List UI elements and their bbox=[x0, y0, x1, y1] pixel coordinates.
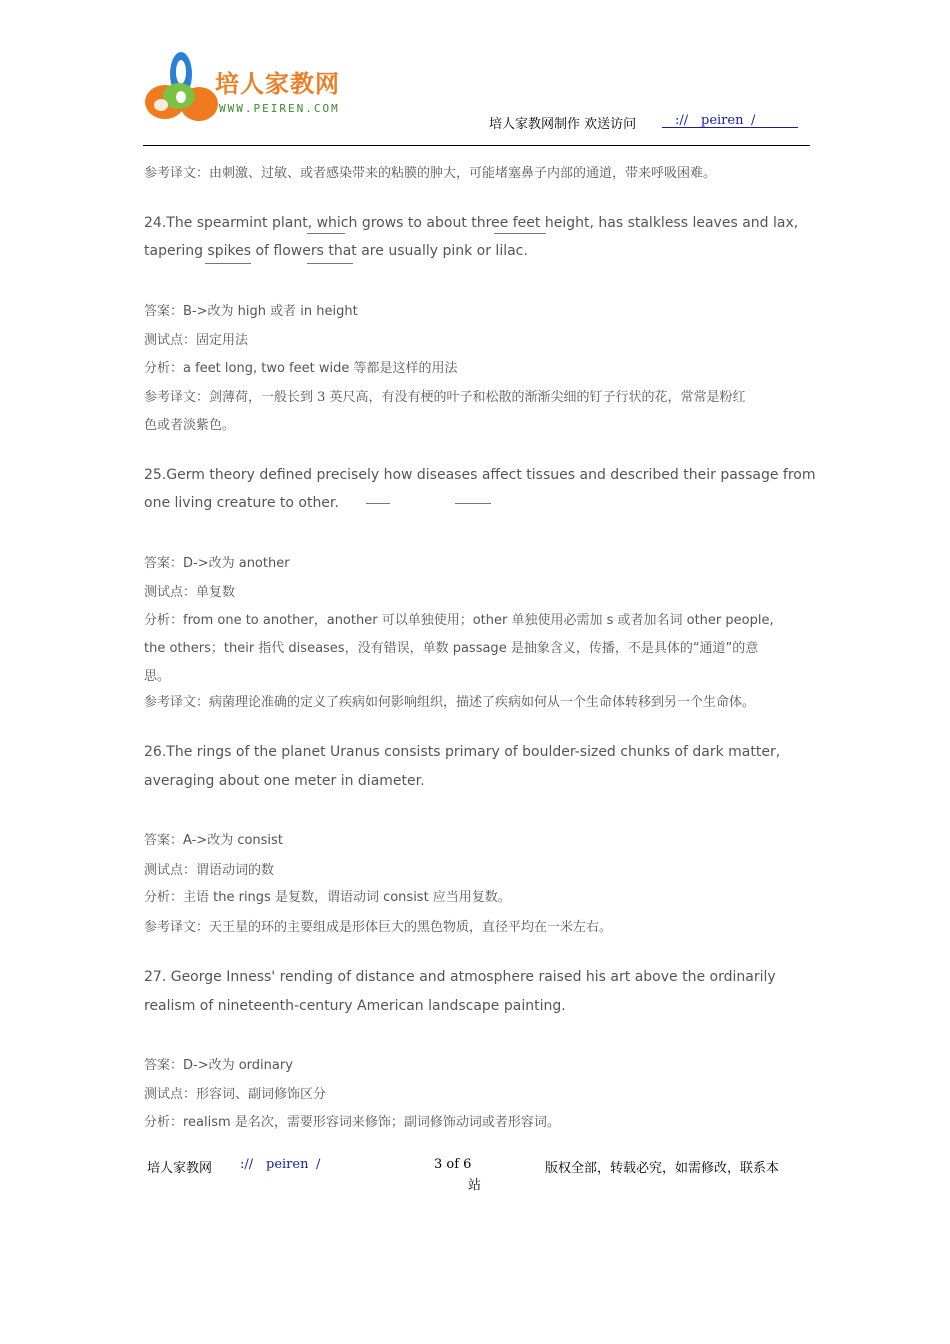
q24-underline-a bbox=[307, 233, 345, 234]
q24-analysis: 分析：a feet long, two feet wide 等都是这样的用法 bbox=[144, 361, 458, 376]
logo-url: WWW.PEIREN.COM bbox=[219, 102, 340, 115]
logo-title: 培人家教网 bbox=[215, 70, 340, 98]
q25-analysis-2: the others；their 指代 diseases，没有错误，单数 passage 是抽象含义，传播，不是具体的“通道”的意 bbox=[144, 641, 759, 656]
header-tagline bbox=[489, 113, 636, 132]
q24-translation-2: 色或者淡紫色。 bbox=[144, 418, 236, 433]
q26-answer: 答案：A->改为 consist bbox=[144, 833, 283, 848]
footer-site-name: 培人家教网 bbox=[147, 1161, 213, 1176]
q25-test-point: 测试点：单复数 bbox=[144, 585, 236, 600]
q26-line1: 26.The rings of the planet Uranus consists primary of boulder-sized chunks of dark matter, bbox=[144, 744, 781, 760]
q27-answer: 答案：D->改为 ordinary bbox=[144, 1058, 293, 1073]
header-divider bbox=[143, 145, 810, 146]
header-tagline-text: 培人家教网制作 欢送访问 bbox=[489, 117, 637, 132]
q25-blank-a bbox=[366, 503, 390, 504]
q24-answer: 答案：B->改为 high 或者 in height bbox=[144, 304, 358, 319]
header-link-slash[interactable]: / bbox=[751, 113, 756, 128]
logo-flower-icon bbox=[143, 50, 223, 126]
footer-link-domain[interactable]: peiren bbox=[266, 1157, 309, 1172]
footer-page-number: 3 of 6 bbox=[434, 1157, 472, 1172]
q27-line1: 27. George Inness' rending of distance and atmosphere raised his art above the ordinarily bbox=[144, 969, 776, 985]
q27-analysis: 分析：realism 是名次，需要形容词来修饰；副词修饰动词或者形容词。 bbox=[144, 1115, 560, 1130]
header-link-protocol[interactable]: :// bbox=[675, 113, 689, 128]
q24-underline-c bbox=[205, 263, 251, 264]
q24-underline-b bbox=[494, 233, 546, 234]
q25-answer: 答案：D->改为 another bbox=[144, 556, 290, 571]
q24-test-point: 测试点：固定用法 bbox=[144, 333, 249, 348]
footer-copyright: 版权全部，转载必究，如需修改，联系本 bbox=[545, 1161, 780, 1176]
q25-analysis-1: 分析：from one to another，another 可以单独使用；other 单独使用必需加 s 或者加名词 other people, bbox=[144, 613, 774, 628]
q25-line2: one living creature to other. bbox=[144, 495, 339, 511]
q26-line2: averaging about one meter in diameter. bbox=[144, 773, 425, 789]
logo bbox=[143, 50, 358, 126]
q24-translation-1: 参考译文：剑薄荷，一般长到 3 英尺高，有没有梗的叶子和松散的渐渐尖细的钉子行状的花，常常是粉红 bbox=[144, 390, 746, 405]
q26-translation: 参考译文：天王星的环的主要组成是形体巨大的黑色物质，直径平均在一米左右。 bbox=[144, 920, 613, 935]
q25-line1: 25.Germ theory defined precisely how diseases affect tissues and described their passage from bbox=[144, 467, 816, 483]
q24-underline-d bbox=[307, 263, 353, 264]
q27-test-point: 测试点：形容词、副词修饰区分 bbox=[144, 1087, 327, 1102]
footer-link-slash[interactable]: / bbox=[316, 1157, 321, 1172]
q26-test-point: 测试点：谓语动词的数 bbox=[144, 863, 275, 878]
q27-line2: realism of nineteenth-century American landscape painting. bbox=[144, 998, 566, 1014]
header-link-domain[interactable]: peiren bbox=[701, 113, 744, 128]
footer-link-protocol[interactable]: :// bbox=[240, 1157, 254, 1172]
header-link[interactable] bbox=[662, 113, 798, 128]
q24-line1: 24.The spearmint plant, which grows to about three feet height, has stalkless leaves and lax, bbox=[144, 215, 799, 231]
q25-blank-b bbox=[455, 503, 491, 504]
intro-translation: 参考译文：由刺激、过敏、或者感染带来的粘膜的肿大，可能堵塞鼻子内部的通道，带来呼吸困难。 bbox=[144, 166, 717, 181]
q25-translation: 参考译文：病菌理论准确的定义了疾病如何影响组织，描述了疾病如何从一个生命体转移到另一个生命体。 bbox=[144, 695, 756, 710]
footer-page-suffix: 站 bbox=[468, 1178, 482, 1193]
q26-analysis: 分析：主语 the rings 是复数，谓语动词 consist 应当用复数。 bbox=[144, 890, 511, 905]
q25-analysis-3: 思。 bbox=[144, 669, 171, 684]
q24-line2: tapering spikes of flowers that are usually pink or lilac. bbox=[144, 243, 528, 259]
